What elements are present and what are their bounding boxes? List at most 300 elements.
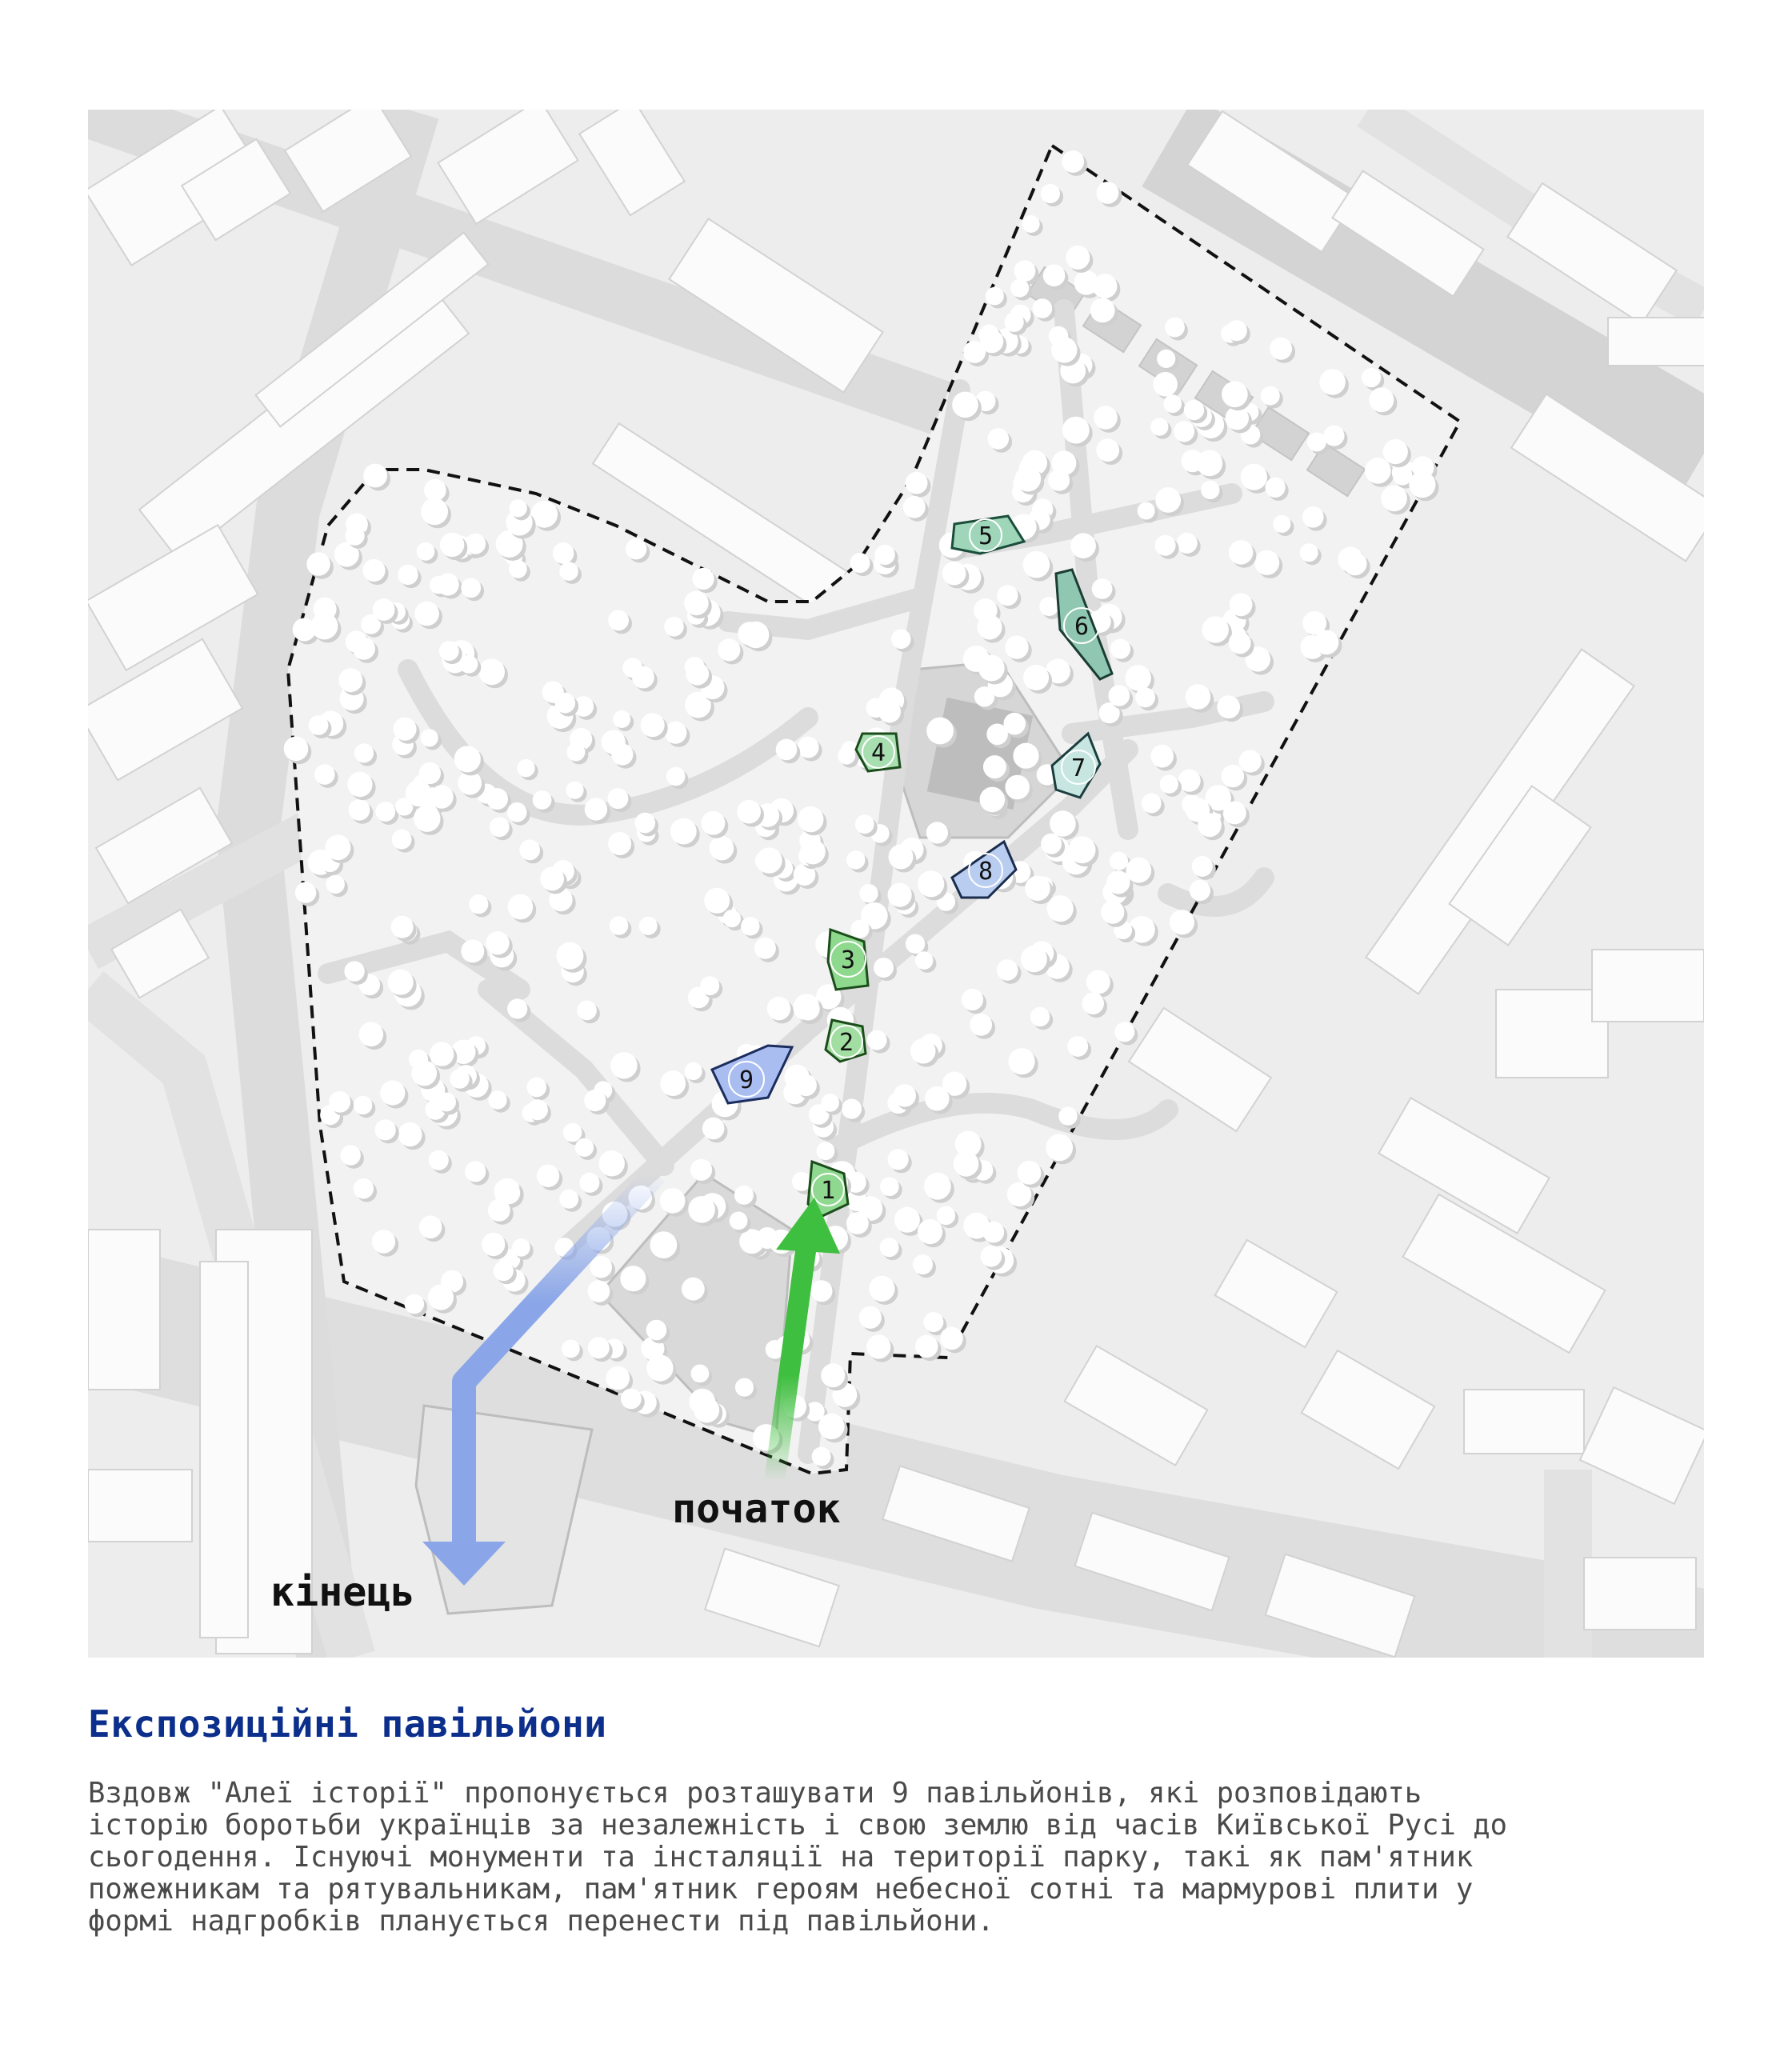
tree <box>723 910 741 927</box>
tree <box>1254 550 1279 575</box>
tree <box>846 1212 869 1234</box>
tree <box>1324 426 1345 446</box>
tree <box>867 1030 887 1050</box>
tree <box>295 882 316 903</box>
tree <box>1101 901 1124 924</box>
tree <box>923 1312 943 1332</box>
tree <box>694 1398 719 1423</box>
tree <box>1184 400 1204 420</box>
tree <box>980 787 1006 813</box>
tree <box>606 1366 630 1390</box>
tree <box>1409 471 1435 498</box>
section-description <box>88 1778 1712 1938</box>
tree <box>519 840 540 861</box>
tree <box>507 998 527 1018</box>
tree <box>915 1335 938 1358</box>
tree <box>392 830 412 850</box>
tree <box>450 1069 469 1088</box>
tree <box>1270 338 1292 360</box>
tree <box>710 836 734 861</box>
tree <box>641 713 665 737</box>
tree <box>394 718 417 741</box>
tree <box>1150 418 1168 436</box>
tree <box>621 1389 642 1410</box>
tree <box>417 542 435 561</box>
tree <box>1217 695 1240 718</box>
tree <box>1314 630 1339 655</box>
tree <box>391 916 414 938</box>
tree <box>1362 368 1381 387</box>
tree <box>1365 458 1391 484</box>
tree <box>1222 765 1244 787</box>
tree <box>821 1094 839 1112</box>
tree <box>398 565 418 585</box>
tree <box>875 545 895 565</box>
tree <box>309 715 329 735</box>
tree <box>465 1161 486 1182</box>
tree <box>1229 540 1254 565</box>
tree <box>437 574 459 596</box>
tree <box>620 1266 646 1291</box>
tree <box>1138 502 1155 520</box>
tree <box>375 1119 396 1140</box>
tree <box>1198 813 1222 837</box>
tree <box>1041 834 1062 854</box>
tree <box>702 1118 725 1140</box>
tree <box>362 559 385 582</box>
section-title: Експозиційні павільйони <box>88 1702 607 1746</box>
tree <box>486 788 508 810</box>
tree <box>610 1052 637 1078</box>
tree <box>1369 387 1394 412</box>
tree <box>910 1038 936 1064</box>
tree <box>660 1188 686 1214</box>
tree <box>607 788 628 809</box>
tree <box>1135 687 1155 707</box>
pavilion-number: 9 <box>738 1066 754 1094</box>
tree <box>700 976 719 995</box>
tree <box>798 806 823 832</box>
tree <box>891 630 911 650</box>
tree <box>903 496 926 518</box>
description-line: сьогодення. Існуючі монументи та інсталяції на території парку, такі як пам'ятник <box>88 1841 1474 1874</box>
tree <box>850 920 869 938</box>
tree <box>1005 635 1028 658</box>
tree <box>684 591 709 616</box>
tree <box>915 951 934 970</box>
tree <box>533 790 552 810</box>
tree <box>913 1254 933 1274</box>
tree <box>590 1256 612 1278</box>
tree <box>421 729 438 746</box>
tree <box>1239 750 1262 772</box>
tree <box>646 1320 667 1341</box>
tree <box>419 1216 442 1239</box>
tree <box>818 1414 845 1440</box>
tree <box>610 916 629 935</box>
tree <box>584 1090 606 1111</box>
description-line: історію боротьби українців за незалежність і свою землю від часів Київської Русі до <box>88 1809 1507 1842</box>
tree <box>1086 970 1110 994</box>
tree <box>428 1285 454 1310</box>
tree <box>1033 298 1053 318</box>
tree <box>562 1340 580 1358</box>
tree <box>1093 274 1118 298</box>
tree <box>1222 382 1248 408</box>
tree <box>1155 535 1176 556</box>
end-label: кінець <box>270 1569 415 1615</box>
tree <box>664 617 684 637</box>
tree <box>1165 318 1185 338</box>
tree <box>1150 745 1174 768</box>
tree <box>421 498 448 526</box>
tree <box>579 1173 599 1193</box>
tree <box>982 1222 1004 1243</box>
tree <box>460 655 478 674</box>
tree <box>685 1062 702 1080</box>
tree <box>1067 1036 1088 1057</box>
tree <box>469 894 488 914</box>
tree <box>650 1231 678 1258</box>
tree <box>359 1022 384 1047</box>
tree <box>646 1354 673 1381</box>
tree <box>690 1159 712 1181</box>
tree <box>329 1091 350 1113</box>
tree <box>388 970 414 995</box>
tree <box>1106 870 1130 894</box>
tree <box>354 743 374 762</box>
tree <box>494 1261 514 1281</box>
tree <box>353 638 375 660</box>
tree <box>585 798 607 820</box>
tree <box>1109 685 1130 706</box>
tree <box>1186 684 1211 710</box>
tree <box>563 1123 582 1142</box>
tree <box>1005 775 1030 800</box>
tree <box>588 1280 610 1302</box>
tree <box>737 800 761 824</box>
tree <box>1381 486 1407 512</box>
tree <box>1043 265 1066 287</box>
tree <box>880 1238 899 1257</box>
tree <box>314 764 335 785</box>
tree <box>1009 1048 1035 1074</box>
tree <box>344 961 364 981</box>
tree <box>670 818 697 845</box>
tree <box>954 1151 979 1177</box>
tree <box>338 668 362 692</box>
tree <box>363 464 387 488</box>
tree <box>997 959 1018 981</box>
tree <box>924 1173 951 1200</box>
tree <box>1023 551 1050 578</box>
tree <box>482 1233 505 1256</box>
tree <box>465 534 486 554</box>
tree <box>380 1080 405 1105</box>
tree <box>866 1334 890 1358</box>
tree <box>372 1230 395 1253</box>
tree <box>1230 593 1253 616</box>
description-line: Вздовж "Алеї історії" пропонується розташувати 9 павільйонів, які розповідають <box>88 1777 1422 1810</box>
tree <box>926 822 948 843</box>
tree <box>599 1150 625 1176</box>
tree <box>997 585 1018 606</box>
tree <box>440 533 464 557</box>
tree <box>1051 337 1077 362</box>
tree <box>1097 182 1119 204</box>
tree <box>556 942 583 970</box>
description-line: пожежникам та рятувальникам, пам'ятник героям небесної сотні та мармурові плити у <box>88 1873 1474 1906</box>
tree <box>767 997 790 1020</box>
tree <box>347 772 372 797</box>
tree <box>718 638 740 661</box>
tree <box>1223 802 1246 825</box>
tree <box>373 598 395 621</box>
tree <box>527 1078 547 1098</box>
tree <box>1126 665 1151 690</box>
tree <box>682 1278 705 1301</box>
tree <box>478 658 505 685</box>
tree <box>817 1142 835 1160</box>
tree <box>577 1001 597 1021</box>
tree <box>398 1122 422 1146</box>
tree <box>555 693 576 714</box>
tree <box>1174 421 1194 442</box>
tree <box>1160 775 1178 794</box>
tree <box>986 287 1004 306</box>
tree <box>980 330 1003 353</box>
tree <box>952 392 978 418</box>
tree <box>855 814 874 834</box>
tree <box>1307 433 1326 452</box>
tree <box>488 1199 510 1222</box>
pavilion-2 <box>826 1020 866 1062</box>
tree <box>888 883 912 907</box>
tree <box>730 1212 748 1230</box>
pavilion-number: 1 <box>820 1177 836 1205</box>
tree <box>1023 665 1049 690</box>
tree <box>1039 597 1058 616</box>
tree <box>611 744 633 766</box>
tree <box>1030 1007 1050 1026</box>
tree <box>869 1276 894 1302</box>
tree <box>608 610 629 631</box>
pavilion-number: 3 <box>840 946 856 974</box>
tree <box>566 782 583 799</box>
tree <box>1110 639 1130 659</box>
tree <box>1047 895 1074 922</box>
tree <box>734 1186 754 1205</box>
tree <box>306 552 330 575</box>
tree <box>490 817 510 837</box>
tree <box>429 1150 449 1170</box>
tree <box>559 1190 578 1209</box>
tree <box>1157 350 1175 368</box>
tree <box>414 806 440 832</box>
tree <box>1062 417 1090 444</box>
pavilion-number: 2 <box>838 1029 854 1057</box>
tree <box>405 1294 425 1314</box>
tree <box>1261 386 1280 406</box>
tree <box>918 870 944 897</box>
tree <box>517 759 534 777</box>
tree <box>1196 450 1222 477</box>
tree <box>859 884 878 902</box>
tree <box>795 1074 817 1096</box>
tree <box>812 1447 831 1466</box>
tree <box>419 762 441 784</box>
tree <box>326 875 345 894</box>
tree <box>1142 794 1162 814</box>
tree <box>940 1327 963 1350</box>
tree <box>906 934 925 954</box>
tree <box>527 1099 548 1120</box>
tree <box>688 1196 715 1223</box>
tree <box>507 802 527 822</box>
tree <box>1021 946 1047 972</box>
tree <box>613 710 630 728</box>
tree <box>1014 260 1036 282</box>
tree <box>1013 743 1038 769</box>
tree <box>1170 910 1194 934</box>
tree <box>874 958 894 978</box>
tree <box>1229 632 1251 654</box>
tree <box>981 1246 1002 1267</box>
tree <box>846 850 865 869</box>
tree <box>1041 184 1060 203</box>
tree <box>1319 369 1346 395</box>
tree <box>509 560 527 578</box>
tree <box>1090 298 1115 323</box>
tree <box>1383 439 1408 464</box>
tree <box>510 499 527 517</box>
tree <box>1082 993 1104 1015</box>
tree <box>588 1337 610 1358</box>
tree <box>1069 836 1096 863</box>
tree <box>664 722 686 744</box>
tree <box>880 1178 899 1197</box>
tree <box>1202 616 1229 642</box>
tree <box>486 931 509 954</box>
tree <box>632 666 654 689</box>
tree <box>888 1149 909 1170</box>
tree <box>575 1138 594 1157</box>
tree <box>1114 1022 1134 1042</box>
tree <box>797 998 820 1021</box>
tree <box>608 832 631 855</box>
tree <box>735 1378 754 1397</box>
tree <box>1048 470 1070 491</box>
tree <box>488 1090 506 1109</box>
tree <box>937 1206 956 1226</box>
tree <box>454 746 481 772</box>
tree <box>918 1219 942 1244</box>
tree <box>341 1145 361 1165</box>
tree <box>1096 438 1119 462</box>
tree <box>553 542 574 564</box>
tree <box>537 1165 559 1187</box>
tree <box>1110 852 1128 870</box>
tree <box>878 701 901 723</box>
tree <box>1050 810 1076 837</box>
tree <box>559 562 578 581</box>
tree <box>1015 466 1041 491</box>
tree <box>1046 1134 1073 1162</box>
tree <box>1343 552 1367 576</box>
tree <box>702 811 726 835</box>
start-label: початок <box>672 1486 841 1532</box>
tree <box>1177 533 1198 554</box>
tree <box>284 737 309 762</box>
tree <box>983 755 1006 778</box>
site-plan-map <box>88 110 1704 1658</box>
tree <box>1066 246 1090 270</box>
tree <box>411 1061 437 1086</box>
tree <box>1025 876 1050 902</box>
tree <box>970 1014 992 1036</box>
tree <box>821 1363 845 1387</box>
tree <box>354 1096 372 1114</box>
tree <box>1058 1106 1077 1125</box>
tree <box>354 1178 374 1198</box>
tree <box>1300 543 1318 562</box>
tree <box>508 894 534 920</box>
tree <box>756 847 782 873</box>
tree <box>1153 372 1178 397</box>
tree <box>906 472 928 494</box>
tree <box>439 641 459 661</box>
tree <box>1302 506 1324 528</box>
tree <box>430 785 453 808</box>
tree <box>792 1172 811 1191</box>
tree <box>1005 313 1024 332</box>
tree <box>1226 320 1247 341</box>
pavilion-number: 6 <box>1074 613 1090 641</box>
tree <box>800 839 826 865</box>
tree <box>978 655 1005 682</box>
tree <box>311 613 338 640</box>
pavilion-number: 7 <box>1070 754 1086 782</box>
tree <box>704 888 730 914</box>
tree <box>1010 279 1029 298</box>
pavilion-number: 5 <box>978 522 994 550</box>
tree <box>1018 1161 1042 1185</box>
tree <box>686 662 709 686</box>
tree <box>1022 215 1040 233</box>
tree <box>691 1365 710 1383</box>
tree <box>461 939 484 962</box>
tree <box>626 538 646 559</box>
tree <box>375 802 395 822</box>
tree <box>962 989 983 1010</box>
tree <box>326 834 351 860</box>
tree <box>926 718 954 745</box>
tree <box>1273 515 1290 533</box>
tree <box>977 614 1002 639</box>
tree <box>635 813 656 834</box>
tree <box>1070 533 1096 558</box>
tree <box>430 1042 454 1066</box>
tree <box>894 1084 916 1106</box>
tree <box>850 553 870 573</box>
tree <box>1126 858 1151 883</box>
tree <box>1163 394 1182 413</box>
tree <box>810 1280 832 1302</box>
tree <box>1266 478 1286 498</box>
tree <box>894 1207 920 1233</box>
tree <box>1192 856 1213 877</box>
tree <box>424 479 446 502</box>
